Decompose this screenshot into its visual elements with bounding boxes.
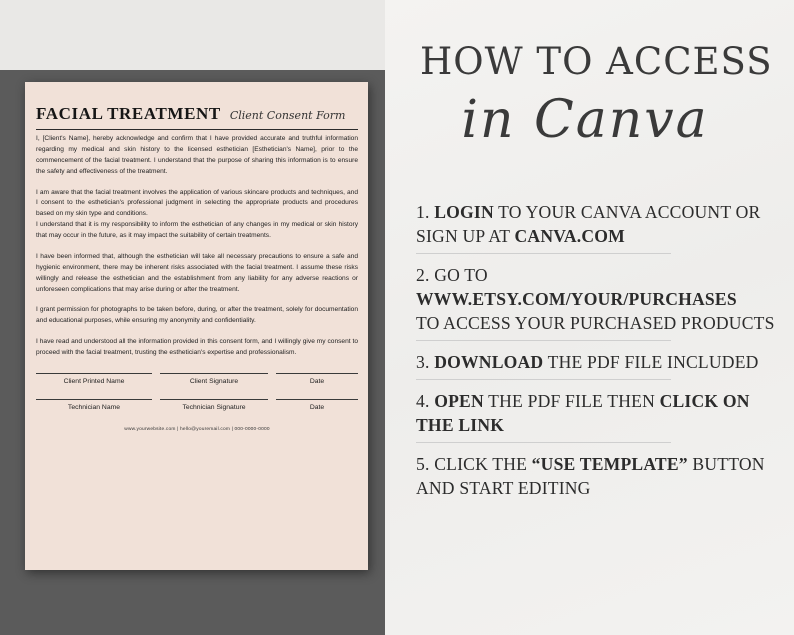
signature-field[interactable] (160, 399, 268, 411)
step-number: 1. (416, 202, 430, 222)
step-number: 3. (416, 352, 430, 372)
step-4-text: THE PDF FILE THEN (483, 391, 660, 411)
paragraph-1: I, [Client's Name], hereby acknowledge and confirm that I have provided accurate and truthful information regarding my medical and skin history to the licensed esthetician [Esthetician's Name], prior to the commencement of the facial treatment. I understand that the purpose of sharing this information is to ensure the safety and effectiveness of the treatment. (36, 135, 358, 175)
signature-field[interactable] (36, 399, 152, 411)
step-1-text: TO YOUR CANVA ACCOUNT OR SIGN UP AT (416, 202, 761, 246)
step-4-bold-click-link: CLICK ON THE LINK (416, 391, 750, 435)
signature-field[interactable] (276, 373, 358, 385)
signature-label: Date (309, 403, 325, 411)
step-5-bold-use-template: “USE TEMPLATE” (531, 454, 688, 474)
step-5 (416, 452, 776, 500)
signature-label: Technician Name (67, 403, 121, 411)
step-1-bold-canva: CANVA.COM (514, 226, 625, 246)
document-title (36, 104, 358, 130)
document-footer-contact: www.yourwebsite.com | hello@youremail.com | 000-0000-0000 (124, 426, 270, 432)
paragraph-4: I have been informed that, although the esthetician will take all necessary precautions to ensure a safe and hygienic environment, there may be inherent risks associated with the facial treatment. I assume these risks willingly and release the esthetician and the establishment from any liability for any adverse reactions or unforeseen complications that may arise during or after the treatment. (36, 252, 358, 293)
signature-line (36, 373, 152, 374)
heading-line-2-script: in Canva (461, 90, 709, 150)
step-divider (416, 253, 671, 254)
step-number: 4. (416, 391, 430, 411)
step-2-bold-url: WWW.ETSY.COM/YOUR/PURCHASES (416, 289, 737, 309)
instruction-steps (416, 200, 776, 500)
signature-line (160, 373, 268, 374)
step-2-text-goto: GO TO (429, 265, 488, 285)
signature-label: Technician Signature (182, 403, 246, 411)
signature-line (36, 399, 152, 400)
left-top-light-band (0, 0, 385, 70)
step-divider (416, 442, 671, 443)
signature-row-technician (36, 399, 358, 411)
paragraph-3: I understand that it is my responsibility to inform the esthetician of any changes in my medical or skin history that may occur in the future, as it may impact the suitability of certain treatments. (36, 221, 358, 239)
step-divider (416, 379, 671, 380)
paragraph-6: I have read and understood all the information provided in this consent form, and I willingly give my consent to proceed with the facial treatment, trusting the esthetician's expertise and professionalism. (36, 338, 358, 356)
signature-field[interactable] (160, 373, 268, 385)
signature-line (160, 399, 268, 400)
signature-label: Client Signature (189, 377, 239, 385)
document-title-script: Client Consent Form (229, 109, 346, 122)
step-1-bold-login: LOGIN (434, 202, 494, 222)
step-1 (416, 200, 776, 248)
how-to-access-heading (420, 40, 773, 152)
paragraph-5: I grant permission for photographs to be taken before, during, or after the treatment, solely for documentation and educational purposes, while ensuring my anonymity and confidentiality. (36, 306, 358, 325)
document-title-main: FACIAL TREATMENT (36, 104, 221, 123)
consent-form-document (25, 82, 368, 570)
heading-line-1: HOW TO ACCESS (420, 40, 773, 83)
step-5-text: BUTTON AND START EDITING (416, 454, 765, 498)
step-5-text-click: CLICK THE (429, 454, 532, 474)
step-4-bold-open: OPEN (434, 391, 484, 411)
step-3-text: THE PDF FILE INCLUDED (543, 352, 759, 372)
step-3 (416, 350, 776, 374)
paragraph-2: I am aware that the facial treatment involves the application of various skincare products and techniques, and I consent to the esthetician's professional judgment in selecting the appropriate products and procedures based on my skin type and conditions. (36, 188, 358, 218)
signature-label: Client Printed Name (63, 377, 125, 385)
signature-label: Date (309, 377, 325, 385)
step-number: 5. (416, 454, 430, 474)
signature-row-client (36, 373, 358, 385)
step-2-text: TO ACCESS YOUR PURCHASED PRODUCTS (416, 313, 775, 333)
signature-field[interactable] (276, 399, 358, 411)
step-4 (416, 389, 776, 437)
signature-line (276, 373, 358, 374)
signature-line (276, 399, 358, 400)
signature-field[interactable] (36, 373, 152, 385)
step-2 (416, 263, 776, 335)
step-number: 2. (416, 265, 430, 285)
step-divider (416, 340, 671, 341)
step-3-bold-download: DOWNLOAD (434, 352, 544, 372)
